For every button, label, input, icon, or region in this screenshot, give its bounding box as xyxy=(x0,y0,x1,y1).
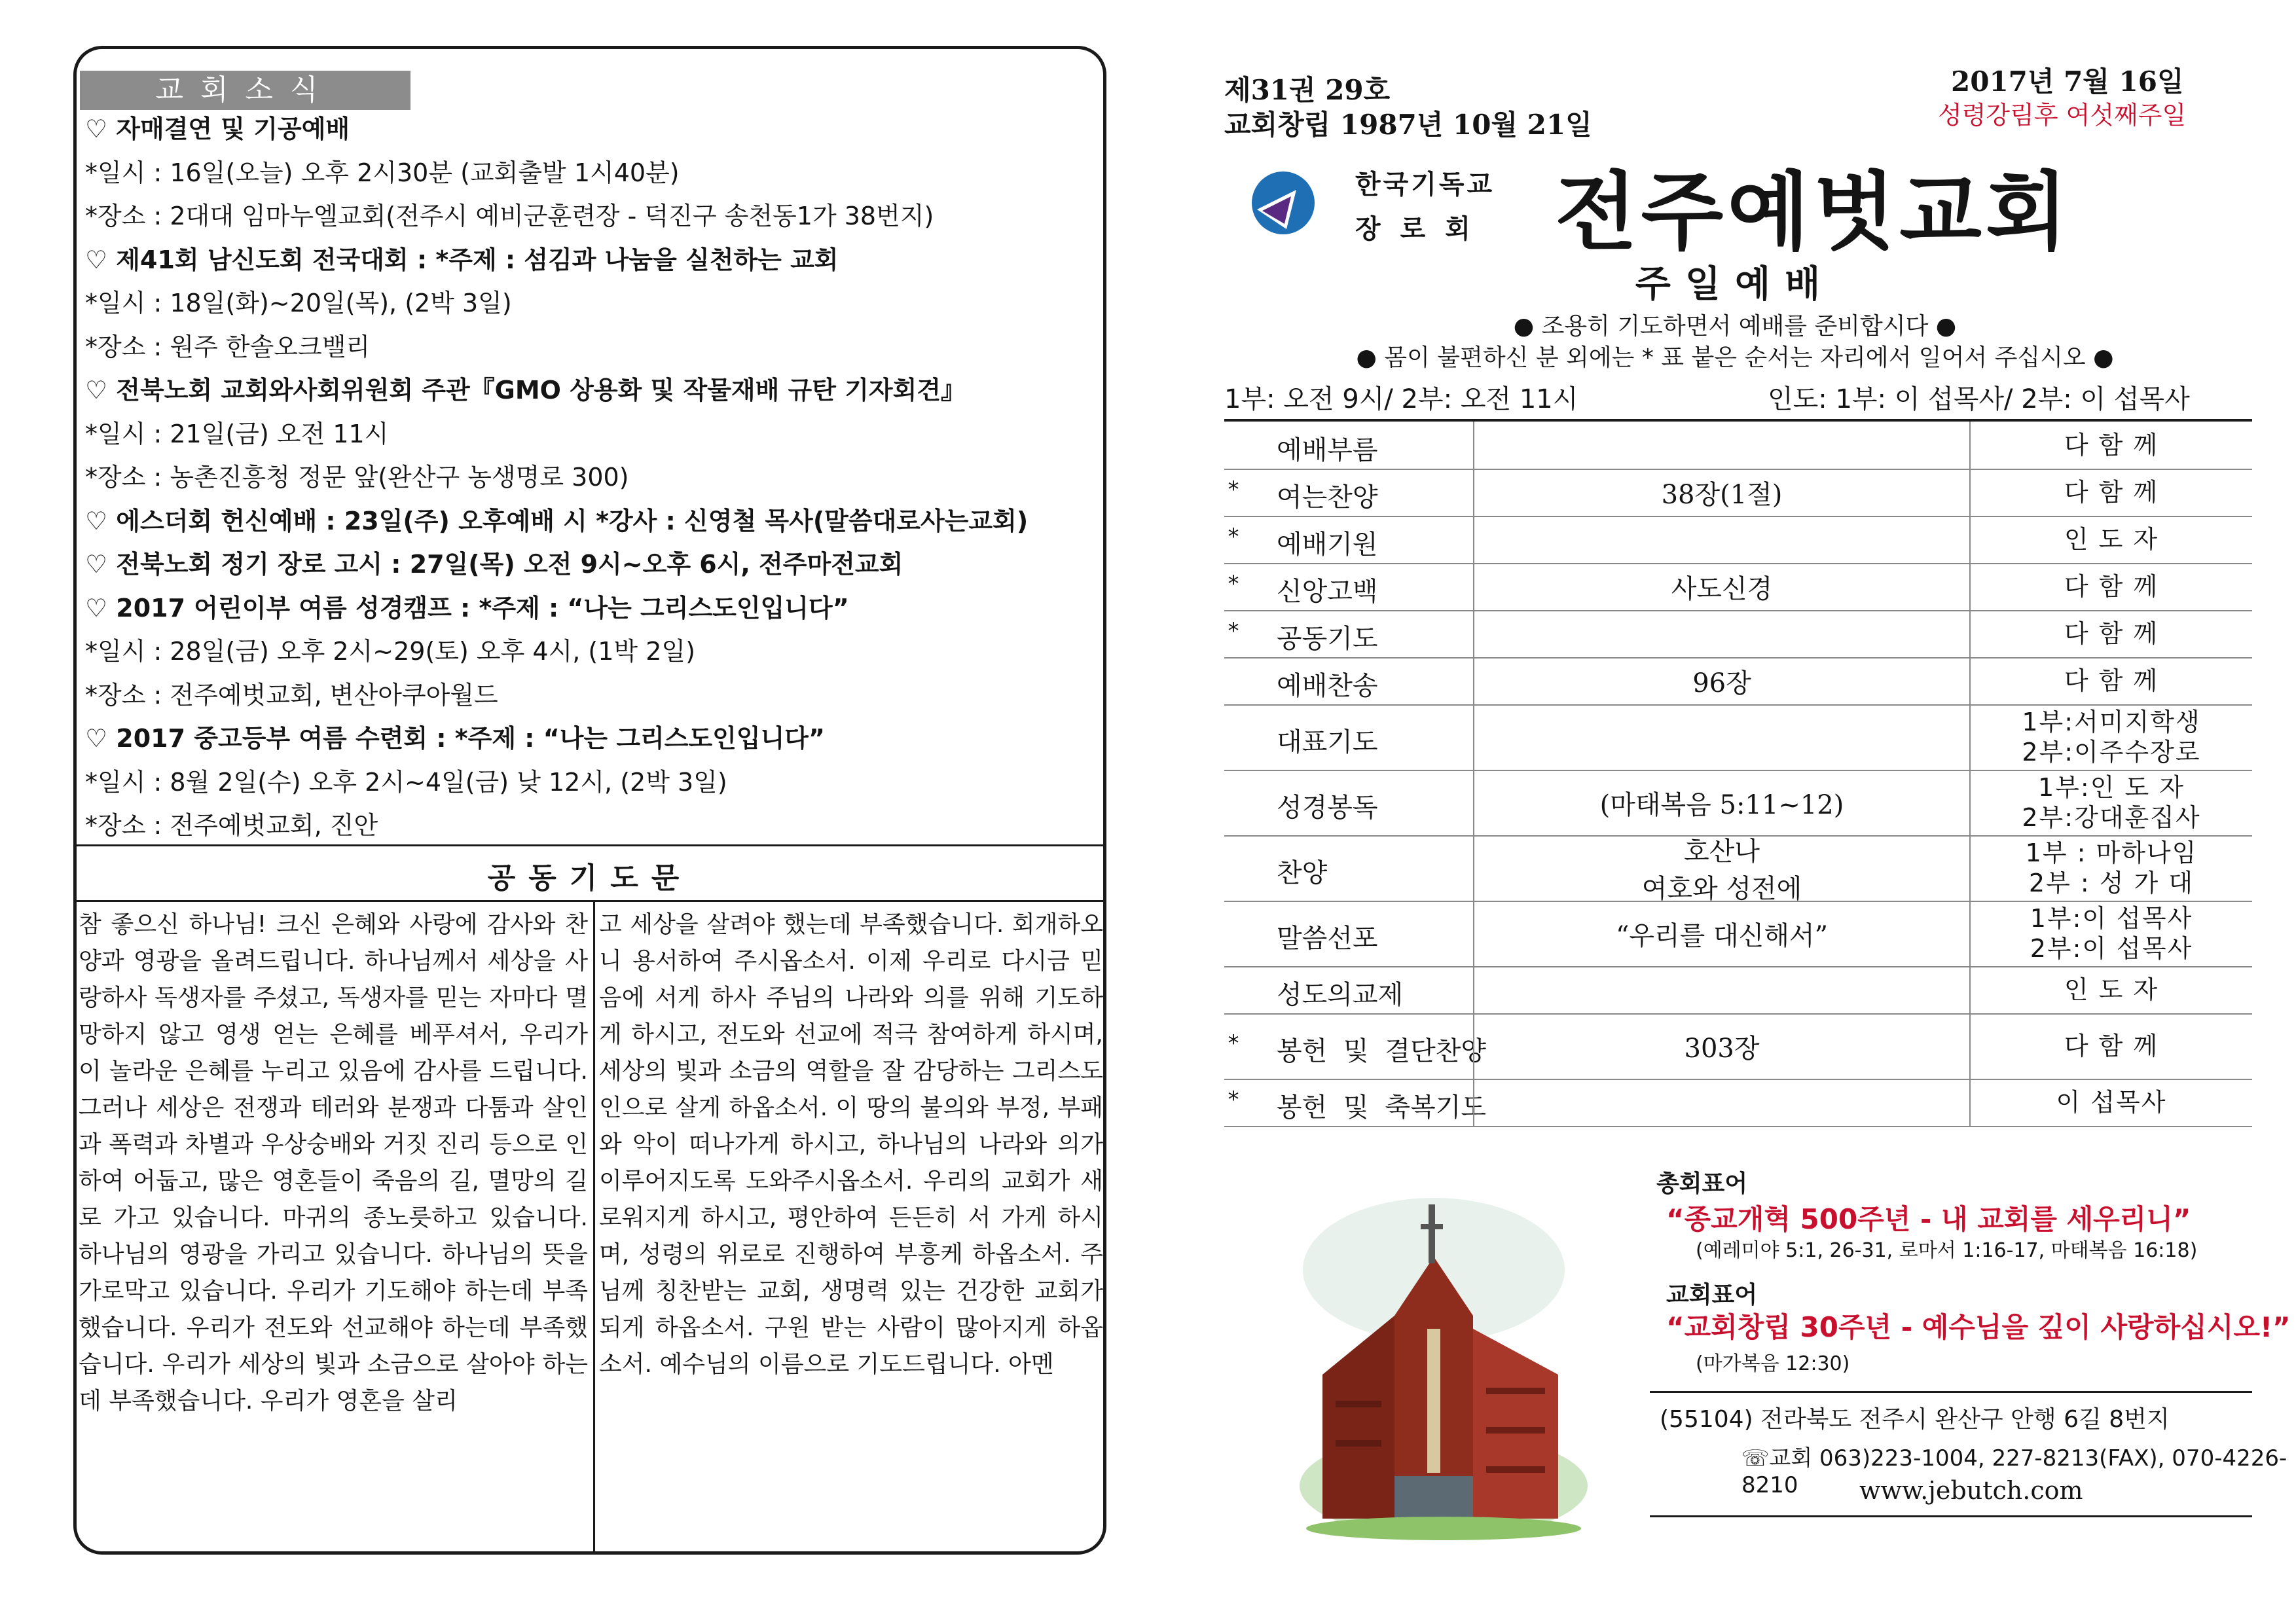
general-assembly-motto: “종교개혁 500주년 - 내 교회를 세우리니” xyxy=(1666,1203,2191,1235)
standing-mark: * xyxy=(1228,1087,1239,1113)
worship-order-leader-line: 2부 : 성 가 대 xyxy=(2028,869,2195,897)
worship-order-leader xyxy=(1971,704,2252,770)
news-item-detail: *일시 : 16일(오늘) 오후 2시30분 (교회출발 1시40분) xyxy=(85,158,680,187)
worship-order-leader xyxy=(1971,610,2252,657)
worship-order-leader xyxy=(1971,770,2252,835)
worship-order-row xyxy=(1224,704,2252,771)
worship-order-item: 봉헌 및 결단찬양 xyxy=(1277,1036,1486,1066)
worship-order-leader xyxy=(1971,469,2252,516)
worship-order-detail xyxy=(1473,704,1971,770)
worship-order-row xyxy=(1224,835,2252,902)
worship-order-item: 말씀선포 xyxy=(1277,924,1378,954)
worship-order-detail xyxy=(1473,966,1971,1013)
worship-order-leader xyxy=(1971,422,2252,469)
worship-order-row xyxy=(1224,469,2252,517)
standing-mark: * xyxy=(1228,571,1239,597)
worship-order-detail-line: 여호와 성전에 xyxy=(1641,874,1802,904)
worship-order-leader-line: 2부:이주수장로 xyxy=(2022,738,2201,767)
news-item-heading: ♡ 전북노회 교회와사회위원회 주관『GMO 상용화 및 작물재배 규탄 기자회견』 xyxy=(85,376,966,405)
church-address: (55104) 전라북도 전주시 완산구 안행 6길 8번지 xyxy=(1660,1406,2170,1433)
news-item-heading: ♡ 전북노회 정기 장로 고시 : 27일(목) 오전 9시~오후 6시, 전주마전교회 xyxy=(85,550,903,579)
address-divider xyxy=(1650,1391,2252,1393)
worship-order-leader-line: 1부:이 섭목사 xyxy=(2030,904,2193,933)
worship-order-row xyxy=(1224,1079,2252,1127)
worship-order-item: 찬양 xyxy=(1277,858,1328,888)
denomination-line-1: 한국기독교 xyxy=(1355,170,1495,200)
church-motto-label: 교회표어 xyxy=(1666,1282,1758,1308)
church-website-link[interactable]: www.jebutch.com xyxy=(1859,1476,2083,1505)
news-item-detail: *장소 : 전주예벗교회, 진안 xyxy=(85,811,378,840)
news-item-detail: *장소 : 원주 한솔오크밸리 xyxy=(85,332,371,361)
worship-order-detail xyxy=(1473,563,1971,610)
news-item-detail: *일시 : 8월 2일(수) 오후 2시~4일(금) 낮 12시, (2박 3일) xyxy=(85,767,727,797)
news-item-detail: *일시 : 28일(금) 오후 2시~29(토) 오후 4시, (1박 2일) xyxy=(85,637,695,666)
worship-order-detail xyxy=(1473,610,1971,657)
prayer-text-column-2: 고 세상을 살려야 했는데 부족했습니다. 회개하오니 용서하여 주시옵소서. 이제 우리로 다시금 믿음에 서게 하사 주님의 나라와 의를 위해 기도하게 하시고, 전도와 선교에 적극 참여하게 하시며, 세상의 빛과 소금의 역할을 잘 감당하는 그리스도인으로 살게 하옵소서. 이 땅의 불의와 부정, 부패와 악이 떠나가게 하시고, 하나님의 나라와 의가 이루어지도록 도와주시옵소서. 우리의 교회가 새로워지게 하시고, 평안하여 든든히 서 가게 하시며, 성령의 위로로 진행하여 부흥케 하옵소서. 주님께 칭찬받는 교회, 생명력 있는 건강한 교회가 되게 하옵소서. 구원 받는 사람이 많아지게 하옵소서. 예수님의 이름으로 기도드립니다. 아멘 xyxy=(599,911,1103,1378)
service-title: 주일예배 xyxy=(1635,263,1835,306)
worship-order-item: 공동기도 xyxy=(1277,624,1378,654)
worship-order-leader-line: 1부:인 도 자 xyxy=(2038,773,2185,802)
founding-date: 교회창립 1987년 10월 21일 xyxy=(1224,109,1592,141)
standing-mark: * xyxy=(1228,1030,1239,1056)
worship-order-detail xyxy=(1473,657,1971,704)
worship-order-detail xyxy=(1473,1079,1971,1126)
worship-order-leader xyxy=(1971,657,2252,704)
worship-order-leader-line: 다 함 께 xyxy=(2064,572,2159,601)
church-name: 전주예벗교회 xyxy=(1555,162,2072,262)
worship-order-leader-line: 2부:강대훈집사 xyxy=(2022,803,2201,832)
worship-order-row xyxy=(1224,1013,2252,1080)
worship-order-leader xyxy=(1971,563,2252,610)
worship-order-detail xyxy=(1473,770,1971,835)
church-news-banner: 교회소식 xyxy=(80,71,410,110)
worship-order-leader xyxy=(1971,1079,2252,1126)
service-times: 1부: 오전 9시/ 2부: 오전 11시 xyxy=(1224,384,1578,414)
news-item-heading: ♡ 2017 중고등부 여름 수련회 : *주제 : “나는 그리스도인입니다” xyxy=(85,724,825,753)
worship-order-detail xyxy=(1473,1013,1971,1079)
liturgical-sunday: 성령강림후 여섯째주일 xyxy=(1938,101,2187,130)
worship-order-leader-line: 다 함 께 xyxy=(2064,1032,2159,1060)
worship-order-leader-line: 다 함 께 xyxy=(2064,431,2159,460)
worship-order-leader-line: 2부:이 섭목사 xyxy=(2030,934,2193,963)
worship-order-detail xyxy=(1473,469,1971,516)
service-notice-1: ● 조용히 기도하면서 예배를 준비합시다 ● xyxy=(1513,313,1957,340)
worship-order-detail-line: 303장 xyxy=(1684,1033,1760,1064)
general-assembly-motto-label: 총회표어 xyxy=(1656,1170,1748,1197)
news-item-detail: *장소 : 농촌진흥청 정문 앞(완산구 농생명로 300) xyxy=(85,463,629,492)
church-building-image xyxy=(1296,1178,1591,1545)
worship-order-leader xyxy=(1971,1013,2252,1079)
worship-order-item: 여는찬양 xyxy=(1277,482,1378,513)
worship-order-row xyxy=(1224,901,2252,967)
worship-order-detail xyxy=(1473,835,1971,904)
worship-order-detail xyxy=(1473,516,1971,563)
news-item-detail: *장소 : 전주예벗교회, 변산아쿠아월드 xyxy=(85,680,498,710)
worship-order-item: 예배찬송 xyxy=(1277,671,1378,701)
order-of-worship-table xyxy=(1224,419,2252,1126)
worship-order-item: 성도의교제 xyxy=(1277,980,1404,1010)
address-divider xyxy=(1650,1515,2252,1517)
worship-order-detail-line: “우리를 대신해서” xyxy=(1615,920,1829,951)
worship-order-row xyxy=(1224,516,2252,564)
worship-order-detail-line: (마태복음 5:11~12) xyxy=(1599,789,1844,820)
worship-order-leader-line: 인 도 자 xyxy=(2064,975,2159,1004)
news-item-heading: ♡ 2017 어린이부 여름 성경캠프 : *주제 : “나는 그리스도인입니다” xyxy=(85,593,849,623)
worship-order-leader-line: 1부 : 마하나임 xyxy=(2025,839,2198,867)
worship-order-detail-line: 96장 xyxy=(1692,668,1751,698)
worship-order-detail xyxy=(1473,901,1971,966)
worship-order-row xyxy=(1224,657,2252,706)
worship-order-row xyxy=(1224,563,2252,611)
common-prayer-title: 공동기도문 xyxy=(487,861,693,895)
general-assembly-motto-verse: (예레미야 5:1, 26-31, 로마서 1:16-17, 마태복음 16:18) xyxy=(1696,1239,2198,1262)
service-leader: 인도: 1부: 이 섭목사/ 2부: 이 섭목사 xyxy=(1768,384,2190,414)
prayer-text-column-1: 참 좋으신 하나님! 크신 은혜와 사랑에 감사와 찬양과 영광을 올려드립니다. 하나님께서 세상을 사랑하사 독생자를 주셨고, 독생자를 믿는 자마다 멸망하지 않고 영생 얻는 은혜를 베푸셔서, 우리가 이 놀라운 은혜를 누리고 있음에 감사를 드립니다. 그러나 세상은 전쟁과 테러와 분쟁과 다툼과 살인과 폭력과 차별과 우상숭배와 거짓 진리 등으로 인하여 어둡고, 많은 영혼들이 죽음의 길, 멸망의 길로 가고 있습니다. 마귀의 종노릇하고 있습니다. 하나님의 영광을 가리고 있습니다. 하나님의 뜻을 가로막고 있습니다. 우리가 기도해야 하는데 부족했습니다. 우리가 전도와 선교해야 하는데 부족했습니다. 우리가 세상의 빛과 소금으로 살아야 하는데 부족했습니다. 우리가 영혼을 살리 xyxy=(79,911,588,1415)
news-item-detail: *일시 : 18일(화)~20일(목), (2박 3일) xyxy=(85,289,512,317)
worship-order-leader xyxy=(1971,901,2252,966)
bulletin-date: 2017년 7월 16일 xyxy=(1951,65,2184,98)
column-rule xyxy=(593,902,595,1551)
standing-mark: * xyxy=(1228,477,1239,503)
church-phone: ☏교회 063)223-1004, 227-8213(FAX), 070-4226-8210 xyxy=(1741,1445,2287,1498)
worship-order-item: 봉헌 및 축복기도 xyxy=(1277,1092,1486,1123)
section-divider xyxy=(73,900,1106,902)
worship-order-item: 성경봉독 xyxy=(1277,793,1378,823)
news-item-heading: ♡ 에스더회 헌신예배 : 23일(주) 오후예배 시 *강사 : 신영철 목사(말씀대로사는교회) xyxy=(85,506,1029,535)
worship-order-item: 예배부름 xyxy=(1277,435,1378,465)
news-item-heading: ♡ 제41회 남신도회 전국대회 : *주제 : 섬김과 나눔을 실천하는 교회 xyxy=(85,245,839,274)
worship-order-leader xyxy=(1971,966,2252,1013)
worship-order-item: 신앙고백 xyxy=(1277,577,1378,607)
worship-order-item: 예배기원 xyxy=(1277,530,1378,560)
news-item-detail: *일시 : 21일(금) 오전 11시 xyxy=(85,419,389,448)
worship-order-row xyxy=(1224,610,2252,659)
worship-order-leader-line: 인 도 자 xyxy=(2064,525,2159,554)
worship-order-row xyxy=(1224,770,2252,837)
standing-mark: * xyxy=(1228,618,1239,644)
church-logo-icon xyxy=(1250,170,1316,236)
worship-order-row xyxy=(1224,966,2252,1015)
worship-order-detail-line: 호산나 xyxy=(1684,837,1760,867)
worship-order-leader xyxy=(1971,516,2252,563)
service-notice-2: ● 몸이 불편하신 분 외에는 * 표 붙은 순서는 자리에서 일어서 주십시오 ● xyxy=(1356,344,2114,371)
worship-order-leader-line: 이 섭목사 xyxy=(2056,1088,2167,1117)
news-item-heading: ♡ 자매결연 및 기공예배 xyxy=(85,115,350,143)
news-item-detail: *장소 : 2대대 임마누엘교회(전주시 예비군훈련장 - 덕진구 송천동1가 38번지) xyxy=(85,202,934,230)
worship-order-leader-line: 1부:서미지학생 xyxy=(2022,708,2201,736)
worship-order-item: 대표기도 xyxy=(1277,727,1378,757)
worship-order-detail-line: 38장(1절) xyxy=(1661,479,1783,510)
denomination-line-2: 장로회 xyxy=(1355,214,1490,244)
worship-order-row xyxy=(1224,422,2252,470)
standing-mark: * xyxy=(1228,524,1239,550)
issue-number: 제31권 29호 xyxy=(1224,74,1391,106)
worship-order-leader xyxy=(1971,835,2252,901)
worship-order-detail xyxy=(1473,422,1971,469)
worship-order-detail-line: 사도신경 xyxy=(1671,573,1773,604)
worship-order-leader-line: 다 함 께 xyxy=(2064,619,2159,648)
church-motto: “교회창립 30주년 - 예수님을 깊이 사랑하십시오!” xyxy=(1666,1311,2291,1343)
church-motto-verse: (마가복음 12:30) xyxy=(1696,1352,1850,1375)
section-divider xyxy=(73,844,1106,846)
worship-order-leader-line: 다 함 께 xyxy=(2064,666,2159,695)
worship-order-leader-line: 다 함 께 xyxy=(2064,478,2159,507)
